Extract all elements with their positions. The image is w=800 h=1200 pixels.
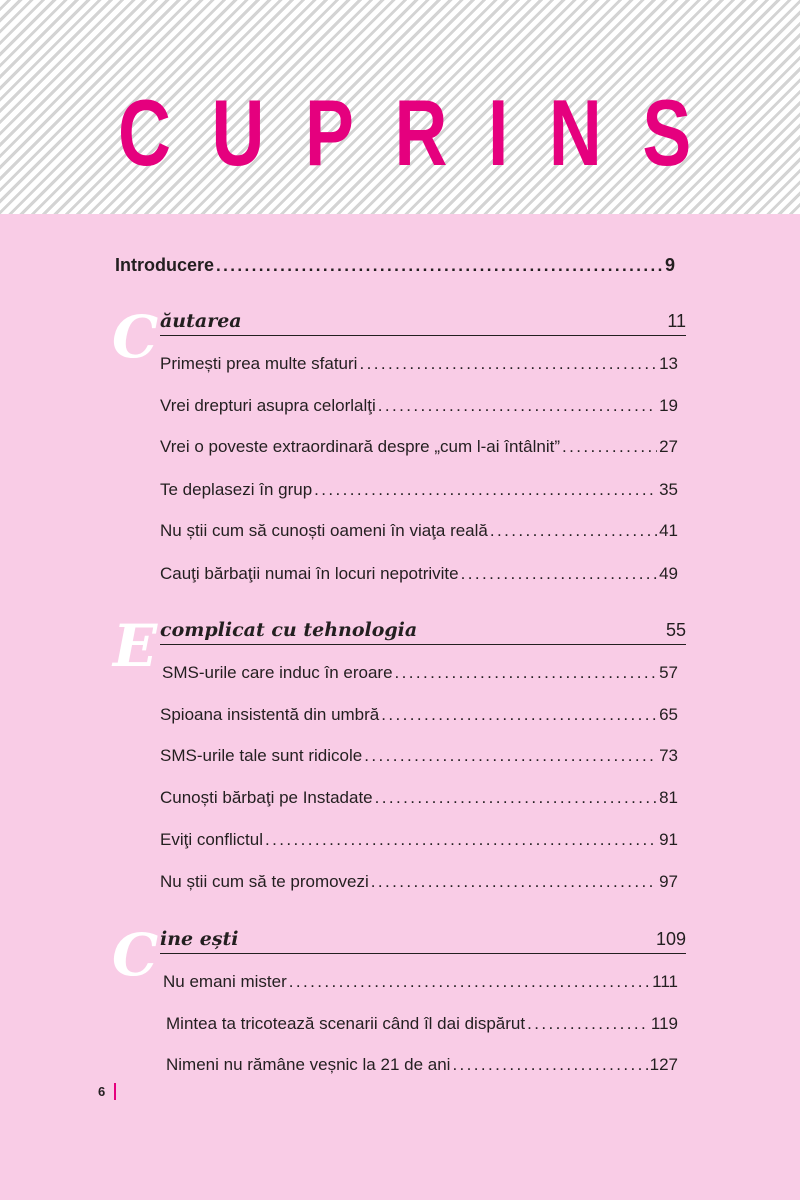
dot-leader xyxy=(375,786,657,810)
toc-entry xyxy=(166,1012,678,1036)
toc-entry xyxy=(160,786,678,810)
toc-entry-page: 57 xyxy=(659,663,678,682)
toc-entry-page: 13 xyxy=(659,354,678,373)
toc-entry-page: 9 xyxy=(664,255,675,275)
toc-entry-label: Vrei drepturi asupra celorlalţi xyxy=(160,396,376,415)
toc-entry-label: Eviţi conflictul xyxy=(160,830,263,849)
section-title: complicat cu tehnologia xyxy=(160,619,418,641)
toc-entry xyxy=(162,661,678,685)
dot-leader xyxy=(378,394,657,418)
dot-leader xyxy=(527,1012,649,1036)
toc-entry-page: 73 xyxy=(659,746,678,765)
toc-entry-page: 91 xyxy=(659,830,678,849)
section-page: 55 xyxy=(665,620,686,640)
section-heading xyxy=(160,927,686,954)
toc-entry xyxy=(160,519,678,543)
toc-entry xyxy=(160,478,678,502)
toc-entry xyxy=(163,970,678,994)
toc-entry xyxy=(160,703,678,727)
toc-entry-label: Vrei o poveste extraordinară despre „cum l-ai întâlnit” xyxy=(160,437,560,456)
toc-entry-page: 35 xyxy=(659,480,678,499)
dot-leader xyxy=(359,352,657,376)
dot-leader xyxy=(216,254,663,278)
toc-entry xyxy=(160,828,678,852)
toc-entry-label: Introducere xyxy=(115,255,215,275)
page-number: 6 xyxy=(98,1084,106,1099)
toc-entry-page: 65 xyxy=(659,705,678,724)
dot-leader xyxy=(381,703,657,727)
section-heading xyxy=(160,309,686,336)
toc-entry-page: 127 xyxy=(649,1055,678,1074)
toc-entry-page: 49 xyxy=(659,564,678,583)
toc-entry-label: Nimeni nu rămâne veșnic la 21 de ani xyxy=(166,1055,451,1074)
toc-entry-page: 111 xyxy=(652,972,678,991)
toc-entry xyxy=(160,352,678,376)
section-title: ăutarea xyxy=(160,310,242,332)
toc-entry-page: 119 xyxy=(650,1014,678,1033)
toc-entry-page: 97 xyxy=(659,872,678,891)
toc-entry-label: Cauţi bărbaţii numai în locuri nepotrivite xyxy=(160,564,459,583)
toc-entry xyxy=(160,744,678,768)
toc-entry-label: Mintea ta tricotează scenarii când îl dai dispărut xyxy=(166,1014,526,1033)
page-title: CUPRINS xyxy=(118,80,732,185)
dot-leader xyxy=(452,1053,647,1077)
toc-entry-label: Primești prea multe sfaturi xyxy=(160,354,358,373)
toc-entry-page: 27 xyxy=(659,437,678,456)
toc-entry-page: 41 xyxy=(659,521,678,540)
toc-entry-label: Nu emani mister xyxy=(163,972,287,991)
dot-leader xyxy=(395,661,658,685)
toc-entry-label: Cunoști bărbaţi pe Instadate xyxy=(160,788,373,807)
dot-leader xyxy=(490,519,657,543)
section-title: ine ești xyxy=(160,928,239,950)
toc-entry xyxy=(160,870,678,894)
dot-leader xyxy=(371,870,657,894)
section-dropcap: C xyxy=(112,303,159,371)
toc-entry-label: Te deplasezi în grup xyxy=(160,480,313,499)
toc-entry xyxy=(166,1053,678,1077)
dot-leader xyxy=(562,435,657,459)
toc-entry-label: SMS-urile care induc în eroare xyxy=(162,663,393,682)
section-page: 109 xyxy=(655,929,686,949)
toc-entry-label: SMS-urile tale sunt ridicole xyxy=(160,746,363,765)
toc-entry-page: 81 xyxy=(659,788,678,807)
toc-entry xyxy=(160,562,678,586)
dot-leader xyxy=(289,970,650,994)
section-dropcap: C xyxy=(112,921,159,989)
toc-entry-page: 19 xyxy=(659,396,678,415)
toc-entry xyxy=(160,394,678,418)
toc-entry-label: Nu știi cum să cunoști oameni în viaţa reală xyxy=(160,521,488,540)
section-page: 11 xyxy=(667,311,686,331)
page-number-divider xyxy=(114,1083,116,1100)
section-heading xyxy=(160,618,686,645)
toc-entry xyxy=(160,435,678,459)
toc-entry-label: Nu știi cum să te promovezi xyxy=(160,872,369,891)
toc-entry-intro xyxy=(115,253,675,277)
section-dropcap: E xyxy=(113,612,158,680)
dot-leader xyxy=(265,828,657,852)
dot-leader xyxy=(364,744,657,768)
toc-entry-label: Spioana insistentă din umbră xyxy=(160,705,380,724)
dot-leader xyxy=(461,562,657,586)
dot-leader xyxy=(314,478,657,502)
